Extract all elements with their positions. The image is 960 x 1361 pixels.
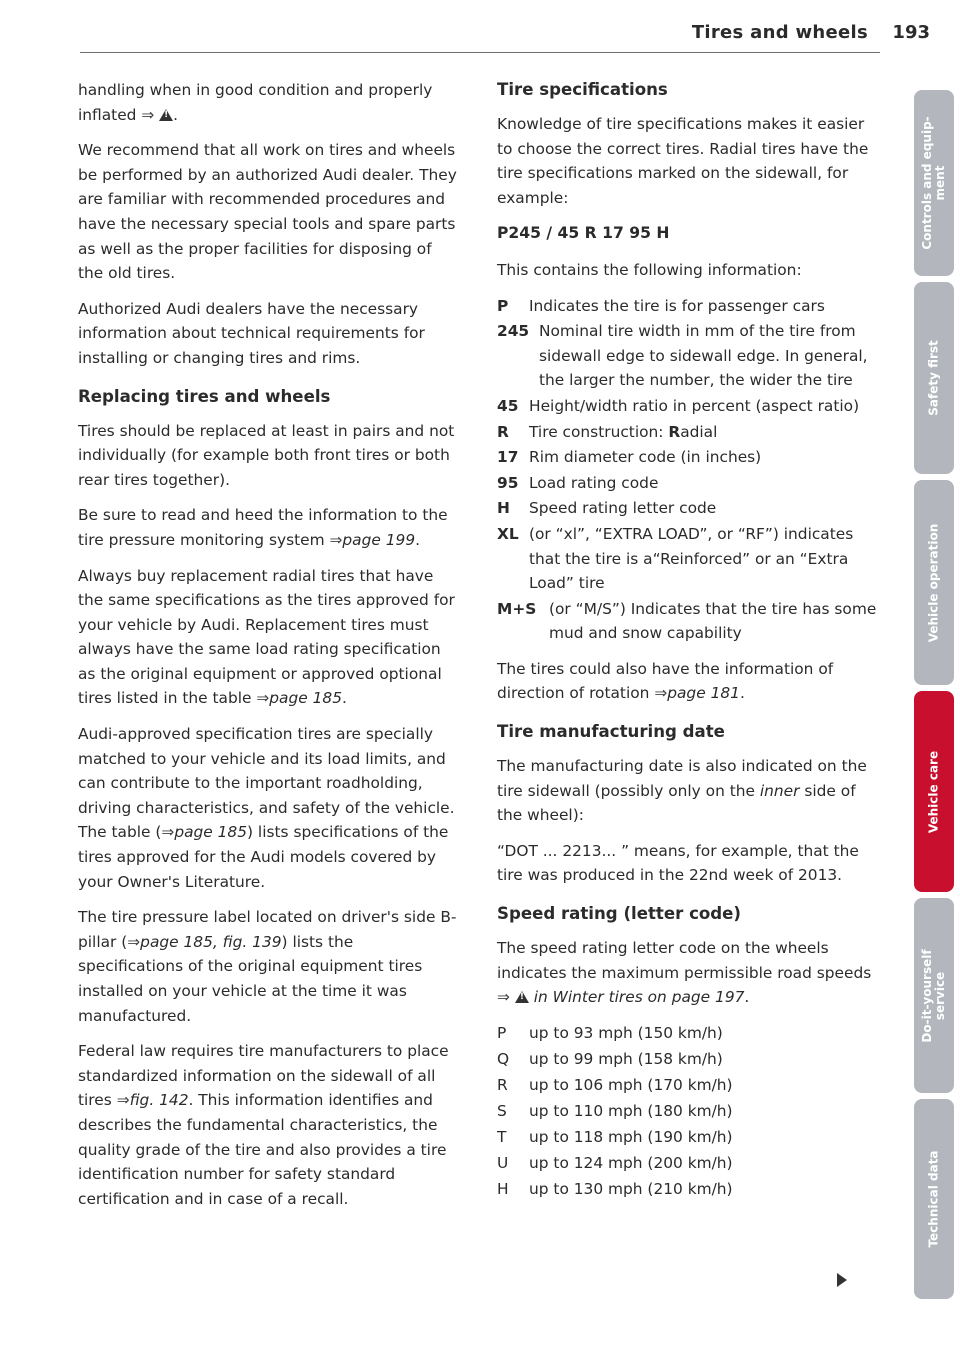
definition-item: [497, 319, 882, 393]
page-reference-link[interactable]: page 185: [269, 689, 342, 708]
speed-letter: P: [497, 1023, 507, 1042]
speed-value: up to 118 mph (190 km/h): [529, 1127, 733, 1146]
page-reference-link[interactable]: in Winter tires on page 197: [533, 988, 745, 1007]
tire-code-definitions: [497, 294, 882, 646]
speed-value: up to 99 mph (158 km/h): [529, 1049, 723, 1068]
speed-value: up to 93 mph (150 km/h): [529, 1023, 723, 1042]
speed-value: up to 130 mph (210 km/h): [529, 1179, 733, 1198]
speed-rating-item: [497, 1151, 882, 1176]
definition-text: Load rating code: [529, 473, 659, 492]
tab-label: Technical data: [926, 1150, 941, 1248]
page-reference-link[interactable]: page 199: [342, 530, 416, 549]
paragraph: Federal law requires tire manufacturers to place standardized information on the sidewall of all tires ⇒fig. 142. This information identifies and describes the fundamental characteristics, the quality grade of the tire and also provides a tire identification number for safety standard certification and in case of a recall.: [78, 1042, 449, 1208]
arrow-right-icon: ⇒: [127, 932, 141, 951]
tab-technical-data[interactable]: [914, 1099, 954, 1299]
page-reference-link[interactable]: page 181: [667, 684, 740, 703]
arrow-right-icon: ⇒: [329, 530, 343, 549]
definition-item: [497, 597, 882, 646]
paragraph: Tires should be replaced at least in pairs and not individually (for example both front tires or both rear tires together).: [78, 421, 455, 489]
paragraph: Audi-approved specification tires are specially matched to your vehicle and its load limits, and can contribute to the important roadholding, driving characteristics, and safety of the vehicle. The table (⇒page 185) lists specifications of the tires approved for the Audi models covered by your Owner's Literature.: [78, 725, 455, 891]
definition-key: H: [497, 499, 510, 518]
figure-reference-link[interactable]: fig. 142: [129, 1091, 189, 1110]
header-rule: [80, 52, 880, 53]
arrow-right-icon: ⇒: [141, 105, 155, 124]
speed-rating-list: [497, 1021, 882, 1202]
arrow-right-icon: ⇒: [256, 689, 270, 708]
definition-text: Height/width ratio in percent (aspect ratio): [529, 396, 860, 415]
definition-key: M+S: [497, 599, 537, 618]
tab-vehicle-operation[interactable]: [914, 480, 954, 685]
tire-code-example: P245 / 45 R 17 95 H: [497, 224, 670, 243]
tab-label: Controls and equip- ment: [920, 116, 947, 250]
speed-rating-item: [497, 1073, 882, 1098]
tab-safety-first[interactable]: [914, 282, 954, 474]
speed-rating-item: [497, 1099, 882, 1124]
paragraph: This contains the following information:: [497, 260, 802, 279]
heading-speed-rating: Speed rating (letter code): [497, 904, 742, 924]
heading-replacing-tires: Replacing tires and wheels: [78, 386, 331, 406]
paragraph: Be sure to read and heed the information to the tire pressure monitoring system ⇒page 199.: [78, 506, 448, 549]
definition-key: 95: [497, 473, 519, 492]
tab-controls-equipment[interactable]: [914, 90, 954, 276]
definition-item: [497, 522, 882, 596]
arrow-right-icon: ⇒: [497, 988, 510, 1007]
definition-text: Speed rating letter code: [529, 499, 717, 518]
speed-letter: H: [497, 1179, 509, 1198]
paragraph: handling when in good condition and properly inflated ⇒ ! .: [78, 78, 460, 127]
speed-letter: R: [497, 1075, 508, 1094]
paragraph: The tire pressure label located on driver's side B-pillar (⇒page 185, fig. 139) lists the specifications of the original equipment tires installed on your vehicle at the time it was manufactured.: [78, 908, 457, 1025]
tab-label: Vehicle care: [926, 750, 941, 833]
page-reference-link[interactable]: page 185, fig. 139: [140, 932, 282, 951]
definition-key: 245: [497, 322, 530, 341]
paragraph: Knowledge of tire specifications makes it easier to choose the correct tires. Radial tires have the tire specifications marked on the sidewall, for example:: [497, 115, 869, 207]
speed-letter: T: [497, 1127, 507, 1146]
definition-key: R: [497, 422, 509, 441]
speed-rating-item: [497, 1021, 882, 1046]
arrow-right-icon: ⇒: [161, 823, 175, 842]
page-number: 193: [892, 22, 930, 43]
speed-value: up to 106 mph (170 km/h): [529, 1075, 733, 1094]
definition-key: 17: [497, 448, 519, 467]
paragraph: The speed rating letter code on the wheels indicates the maximum permissible road speeds ⇒ ! in Winter tires on page 197.: [497, 936, 882, 1010]
definition-text: Indicates the tire is for passenger cars: [529, 296, 825, 315]
heading-tire-specifications: Tire specifications: [497, 80, 668, 99]
paragraph: The tires could also have the information of direction of rotation ⇒page 181.: [497, 659, 834, 703]
arrow-right-icon: ⇒: [116, 1091, 130, 1110]
warning-triangle-icon: [159, 109, 173, 121]
definition-item: [497, 394, 882, 419]
definition-key: P: [497, 296, 509, 315]
speed-letter: U: [497, 1153, 509, 1172]
definition-text: Rim diameter code (in inches): [529, 448, 762, 467]
definition-item: [497, 294, 882, 319]
paragraph: “DOT ... 2213... ” means, for example, that the tire was produced in the 22nd week of 2013.: [497, 841, 859, 885]
speed-value: up to 124 mph (200 km/h): [529, 1153, 733, 1172]
speed-rating-item: [497, 1125, 882, 1150]
speed-letter: S: [497, 1101, 507, 1120]
paragraph: Always buy replacement radial tires that have the same specifications as the tires approved for your vehicle by Audi. Replacement tires must always have the same load rating specification as the original equipment or approved optional tires listed in the table ⇒page 185.: [78, 566, 455, 708]
page-reference-link[interactable]: page 185: [174, 823, 248, 842]
definition-item: [497, 445, 882, 470]
definition-key: 45: [497, 396, 519, 415]
speed-rating-item: [497, 1047, 882, 1072]
speed-rating-item: [497, 1177, 882, 1202]
paragraph: Authorized Audi dealers have the necessary information about technical requirements for installing or changing tires and rims.: [78, 299, 425, 367]
definition-text: Nominal tire width in mm of the tire from sidewall edge to sidewall edge. In general, the larger the number, the wider the tire: [539, 322, 868, 390]
tab-label: Vehicle operation: [926, 523, 941, 642]
section-title: Tires and wheels: [691, 22, 868, 43]
tab-do-it-yourself-service[interactable]: [914, 898, 954, 1093]
tab-label: Do-it-yourself service: [920, 948, 947, 1043]
warning-triangle-icon: [515, 991, 529, 1003]
definition-text: (or “M/S”) Indicates that the tire has some mud and snow capability: [549, 599, 877, 643]
continue-arrow-icon[interactable]: [837, 1273, 847, 1287]
definition-item: R Tire construction: Radial: [497, 420, 882, 445]
tab-vehicle-care[interactable]: [914, 691, 954, 892]
heading-manufacturing-date: Tire manufacturing date: [497, 722, 725, 742]
speed-letter: Q: [497, 1049, 510, 1068]
arrow-right-icon: ⇒: [654, 684, 668, 703]
paragraph: The manufacturing date is also indicated on the tire sidewall (possibly only on the inner side of the wheel):: [497, 757, 867, 825]
definition-item: [497, 471, 882, 496]
paragraph: We recommend that all work on tires and wheels be performed by an authorized Audi dealer. They are familiar with recommended procedures and have the necessary special tools and spare parts as well as the proper facilities for disposing of the old tires.: [78, 141, 457, 283]
definition-text: (or “xl”, “EXTRA LOAD”, or “RF”) indicates that the tire is a“Reinforced” or an “Extra Load” tire: [529, 524, 854, 593]
speed-value: up to 110 mph (180 km/h): [529, 1101, 733, 1120]
definition-key: XL: [497, 524, 519, 543]
left-column: [78, 78, 460, 1222]
tab-label: Safety first: [926, 340, 941, 416]
definition-item: [497, 496, 882, 521]
right-column: [497, 78, 882, 1203]
